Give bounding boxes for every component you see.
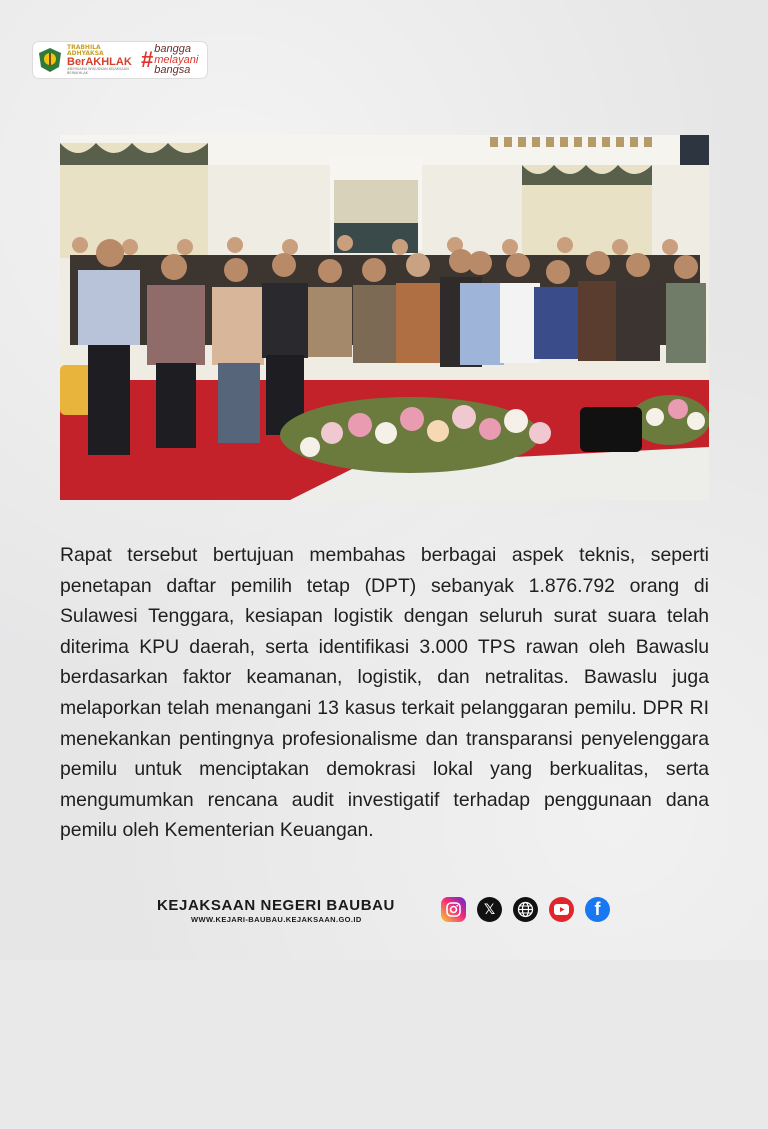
- globe-icon[interactable]: [513, 897, 538, 922]
- logo-hashtag: #: [141, 47, 154, 72]
- logo-tagline: #BERSAMA WUJUDKAN KEJAKSAAN BERAKHLAK: [67, 67, 129, 75]
- group-photo: [60, 135, 709, 500]
- youtube-icon[interactable]: [549, 897, 574, 922]
- logo-text: [67, 45, 139, 75]
- group-photo-image: [60, 135, 709, 500]
- x-icon[interactable]: 𝕏: [477, 897, 502, 922]
- instagram-icon[interactable]: [441, 897, 466, 922]
- logo-slogan-word: bangga: [154, 43, 191, 56]
- article-paragraph: Rapat tersebut bertujuan membahas berbagai aspek teknis, seperti penetapan daftar pemilih tetap (DPT) sebanyak 1.876.792 orang di Sulawesi Tenggara, kesiapan logistik dengan seluruh surat suara telah diterima KPU daerah, serta identifikasi 3.000 TPS rawan oleh Bawaslu berdasarkan faktor keamanan, logistik, dan netralitas. Bawaslu juga melaporkan telah menangani 13 kasus terkait pelanggaran pemilu. DPR RI menekankan pentingnya profesionalisme dan transparansi penyelenggara pemilu untuk menciptakan demokrasi lokal yang berkualitas, serta mengumumkan rencana audit investigatif terhadap penggunaan dana pemilu oleh Kementerian Keuangan.: [60, 544, 709, 842]
- kejaksaan-emblem-icon: [37, 47, 63, 73]
- logo-brand: BerAKHLAK: [67, 56, 132, 68]
- organization-website[interactable]: WWW.KEJARI-BAUBAU.KEJAKSAAN.GO.ID: [191, 915, 362, 924]
- social-links: [441, 897, 610, 922]
- logo-top-line: TRABHILA ADHYAKSA: [67, 44, 104, 57]
- logo-slogan: [154, 44, 198, 75]
- logo-slogan-word: melayani: [154, 53, 199, 66]
- berakhlak-logo: [33, 42, 207, 78]
- facebook-icon[interactable]: f: [585, 897, 610, 922]
- organization-name: KEJAKSAAN NEGERI BAUBAU: [157, 897, 395, 914]
- logo-slogan-word: bangsa: [154, 64, 191, 77]
